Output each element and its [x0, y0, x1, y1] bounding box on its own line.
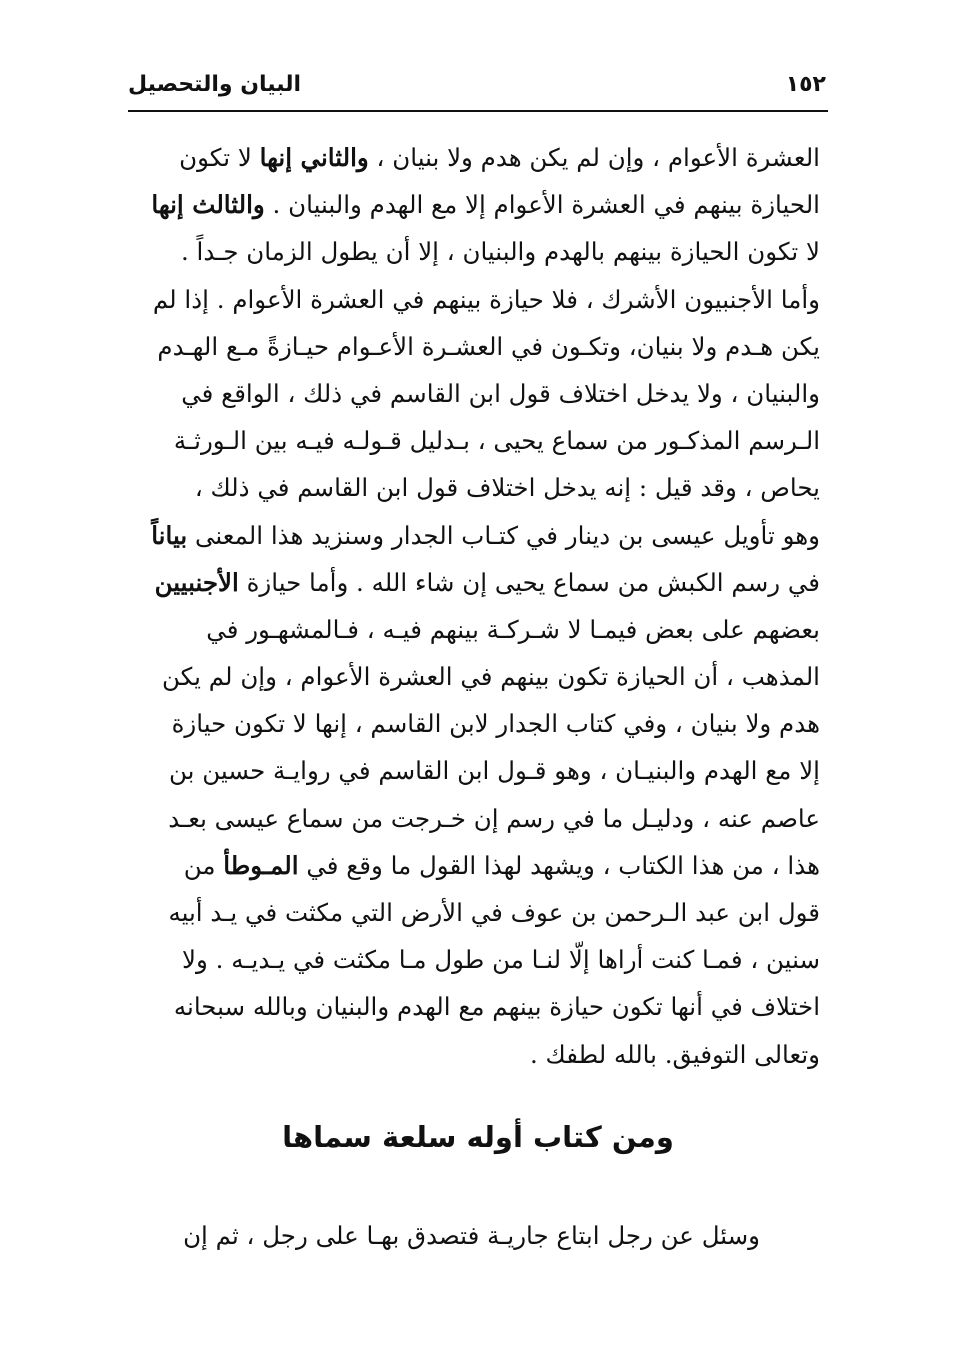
- text-run: في رسم الكبش من سماع يحيى إن شاء الله . وأما حيازة: [238, 567, 820, 597]
- bold-term: المـوطأ: [223, 850, 299, 880]
- section-first-line: وسئل عن رجل ابتاع جاريـة فتصدق بهـا على رجل ، ثم إن: [183, 1221, 760, 1250]
- text-line: [128, 795, 820, 842]
- text-line: [128, 606, 820, 653]
- text-run: لا تكون الحيازة بينهم بالهدم والبنيان ، إلا أن يطول الزمان جـداً .: [180, 237, 820, 267]
- text-run: الحيازة بينهم في العشرة الأعوام إلا مع الهدم والبنيان .: [264, 190, 820, 220]
- text-line: [128, 700, 820, 747]
- text-line: [128, 889, 820, 936]
- text-run: إلا مع الهدم والبنيـان ، وهو قـول ابن القاسم في روايـة حسين بن: [168, 756, 820, 786]
- text-line: [128, 181, 820, 228]
- text-run: وأما الأجنبيون الأشرك ، فلا حيازة بينهم في العشرة الأعوام . إذا لم: [152, 284, 820, 314]
- text-run: وهو تأويل عيسى بن دينار في كتـاب الجدار وسنزيد هذا المعنى: [187, 520, 820, 550]
- text-line: [128, 323, 820, 370]
- text-line: [128, 983, 820, 1030]
- text-line: [128, 464, 820, 511]
- text-run: هذا ، من هذا الكتاب ، ويشهد لهذا القول ما وقع في: [298, 850, 820, 880]
- text-run: لا تكون: [179, 143, 260, 172]
- page-number: ١٥٢: [785, 71, 826, 97]
- text-line: [128, 1031, 820, 1078]
- text-line: [128, 559, 820, 606]
- bold-term: والثاني إنها: [259, 143, 369, 172]
- header-rule: [128, 110, 828, 112]
- text-run: عاصم عنه ، ودليـل ما في رسم إن خـرجت من سماع عيسى بعـد: [168, 803, 820, 833]
- text-line: [128, 417, 820, 464]
- text-line: [128, 747, 820, 794]
- bold-term: الأجنبيين: [154, 567, 239, 597]
- text-line: [128, 134, 820, 181]
- text-run: يحاص ، وقد قيل : إنه يدخل اختلاف قول ابن القاسم في ذلك ،: [194, 473, 820, 503]
- text-line: [128, 276, 820, 323]
- text-run: يكن هـدم ولا بنيان، وتكـون في العشـرة الأعـوام حيـازةً مـع الهـدم: [157, 331, 820, 361]
- running-title: البيان والتحصيل: [128, 71, 302, 97]
- text-line: [128, 842, 820, 889]
- text-run: الـرسم المذكـور من سماع يحيى ، بـدليل قـولـه فيـه بين الـورثـة: [173, 426, 820, 456]
- text-run: اختلاف في أنها تكون حيازة بينهم مع الهدم والبنيان وبالله سبحانه: [173, 992, 820, 1022]
- text-run: سنين ، فمـا كنت أراها إلّا لنـا من طول مـا مكثت في يـديـه . ولا: [182, 945, 820, 975]
- text-run: بعضهم على بعض فيمـا لا شـركـة بينهم فيـه ، فـالمشهـور في: [206, 614, 820, 644]
- text-line: [128, 653, 820, 700]
- page-header: [128, 64, 826, 104]
- text-run: من: [183, 850, 224, 880]
- text-run: قول ابن عبد الـرحمن بن عوف في الأرض التي مكثت في يـد أبيه: [168, 898, 820, 927]
- text-line: [128, 228, 820, 275]
- text-line: [128, 936, 820, 983]
- text-run: العشرة الأعوام ، وإن لم يكن هدم ولا بنيان ،: [368, 143, 820, 172]
- bold-term: بياناً: [151, 520, 188, 550]
- body-paragraph: [128, 134, 820, 1078]
- text-run: المذهب ، أن الحيازة تكون بينهم في العشرة الأعوام ، وإن لم يكن: [161, 662, 820, 692]
- text-line: [128, 512, 820, 559]
- text-run: وتعالى التوفيق. بالله لطفك .: [529, 1039, 820, 1069]
- section-title: ومن كتاب أوله سلعة سماها: [282, 1120, 674, 1154]
- text-run: والبنيان ، ولا يدخل اختلاف قول ابن القاسم في ذلك ، الواقع في: [181, 378, 820, 408]
- bold-term: والثالث إنها: [151, 190, 265, 220]
- text-line: [128, 370, 820, 417]
- text-run: هدم ولا بنيان ، وفي كتاب الجدار لابن القاسم ، إنها لا تكون حيازة: [171, 709, 820, 739]
